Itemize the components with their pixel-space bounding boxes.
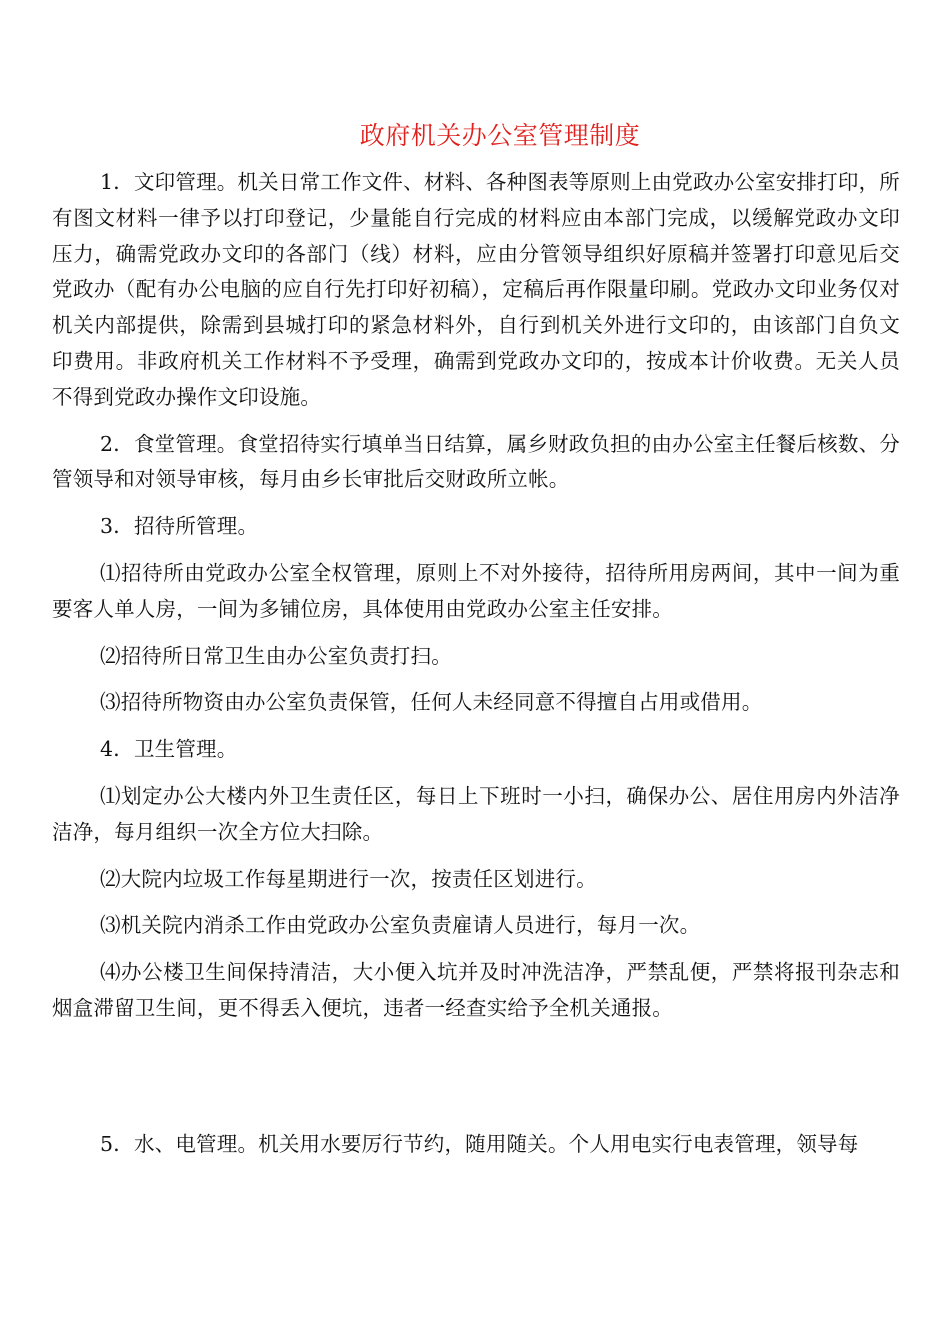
paragraph-guesthouse-heading: 3．招待所管理。 [100,514,259,539]
paragraph-printing-management: 1．文印管理。机关日常工作文件、材料、各种图表等原则上由党政办公室安排打印，所有图文材料一律予以打印登记，少量能自行完成的材料应由本部门完成，以缓解党政办文印压力，确需党政办文印的各部门（线）材料，应由分管领导组织好原稿并签署打印意见后交党政办（配有办公电脑的应自行先打印好初稿），定稿后再作限量印刷。党政办文印业务仅对机关内部提供，除需到县城打印的紧急材料外，自行到机关外进行文印的，由该部门自负文印费用。非政府机关工作材料不予受理，确需到党政办文印的，按成本计价收费。无关人员不得到党政办操作文印设施。 [52,170,900,409]
paragraph-hygiene-item-1: ⑴划定办公大楼内外卫生责任区，每日上下班时一小扫，确保办公、居住用房内外洁净洁净，每月组织一次全方位大扫除。 [52,783,900,844]
paragraph-guesthouse-item-1: ⑴招待所由党政办公室全权管理，原则上不对外接待，招待所用房两间，其中一间为重要客人单人房，一间为多铺位房，具体使用由党政办公室主任安排。 [52,560,900,621]
paragraph-hygiene-item-4: ⑷办公楼卫生间保持清洁，大小便入坑并及时冲洗洁净，严禁乱便，严禁将报刊杂志和烟盒滞留卫生间，更不得丢入便坑，违者一经查实给予全机关通报。 [52,960,900,1020]
paragraph-guesthouse-item-3: ⑶招待所物资由办公室负责保管，任何人未经同意不得擅自占用或借用。 [100,690,763,715]
paragraph-hygiene-item-3: ⑶机关院内消杀工作由党政办公室负责雇请人员进行，每月一次。 [100,913,701,938]
document-body [52,165,900,1174]
document-title: 政府机关办公室管理制度 [359,121,641,150]
paragraph-hygiene-heading: 4．卫生管理。 [100,737,238,762]
paragraph-hygiene-item-2: ⑵大院内垃圾工作每星期进行一次，按责任区划进行。 [100,866,597,891]
paragraph-guesthouse-item-2: ⑵招待所日常卫生由办公室负责打扫。 [100,643,452,668]
paragraph-water-electricity: 5．水、电管理。机关用水要厉行节约，随用随关。个人用电实行电表管理，领导每 [100,1131,859,1156]
paragraph-canteen-management: 2．食堂管理。食堂招待实行填单当日结算，属乡财政负担的由办公室主任餐后核数、分管领导和对领导审核，每月由乡长审批后交财政所立帐。 [52,431,900,492]
